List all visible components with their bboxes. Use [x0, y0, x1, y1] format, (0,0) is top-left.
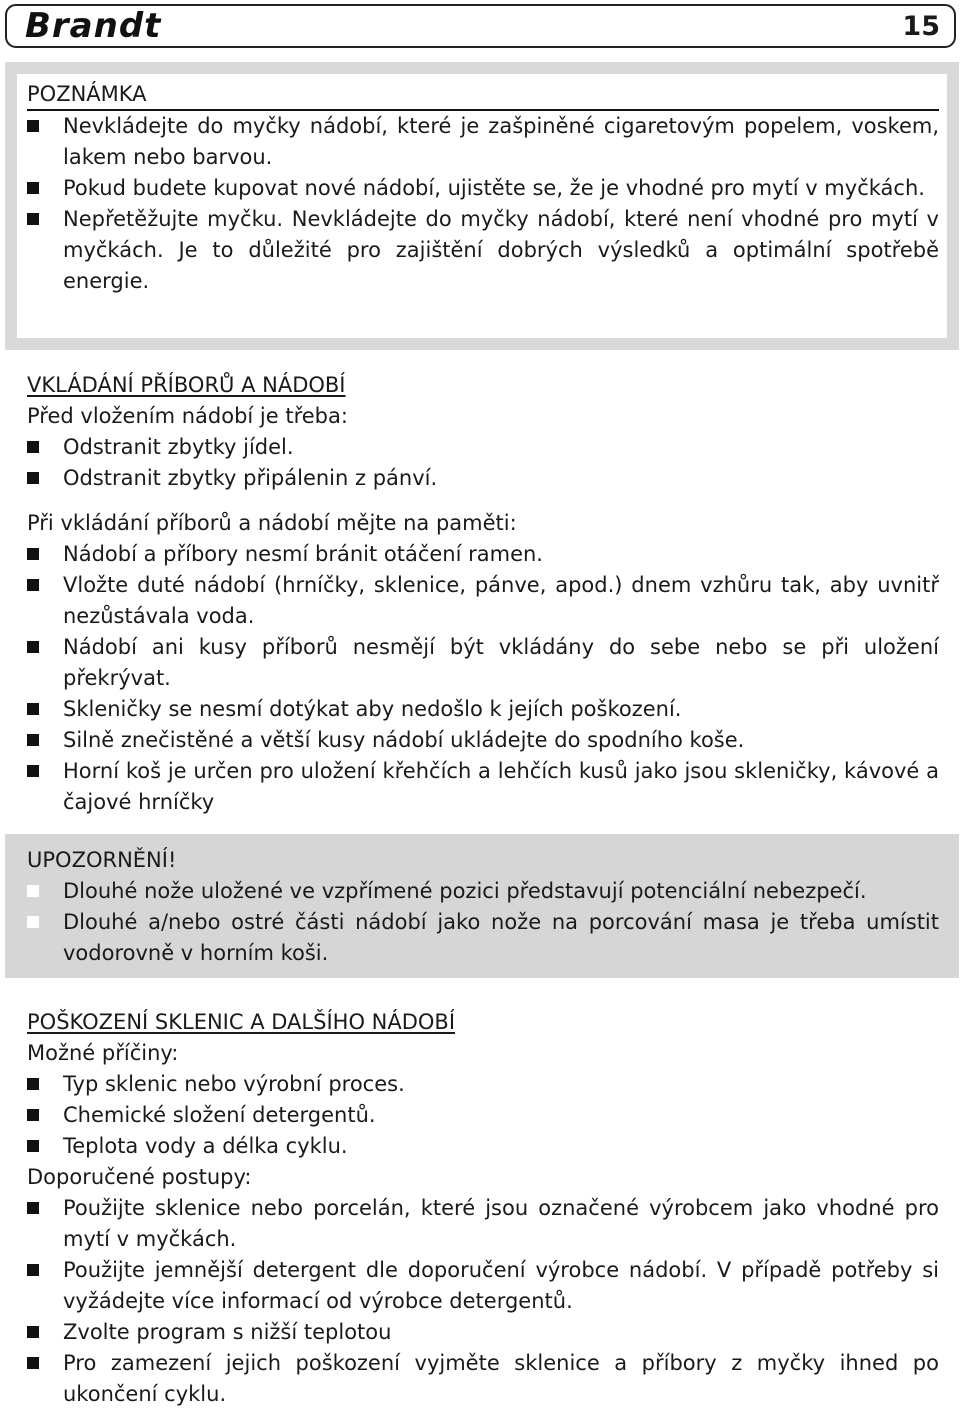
list-item: Horní koš je určen pro uložení křehčích a lehčích kusů jako jsou skleničky, kávové a čajové hrníčky	[27, 756, 939, 818]
list-item: Chemické složení detergentů.	[27, 1100, 939, 1131]
note-section	[27, 80, 939, 297]
warning-title: UPOZORNĚNÍ!	[27, 848, 177, 872]
list-item: Nádobí ani kusy příborů nesmějí být vkládány do sebe nebo se při uložení překrývat.	[27, 632, 939, 694]
warning-section	[27, 845, 939, 969]
list-item: Použijte sklenice nebo porcelán, které jsou označené výrobcem jako vhodné pro mytí v myčkách.	[27, 1193, 939, 1255]
square-bullet-icon	[27, 548, 39, 560]
square-bullet-icon	[27, 765, 39, 777]
note-title: POZNÁMKA	[27, 80, 939, 111]
square-bullet-icon	[27, 472, 39, 484]
square-bullet-icon	[27, 641, 39, 653]
damage-title: POŠKOZENÍ SKLENIC A DALŠÍHO NÁDOBÍ	[27, 1010, 456, 1034]
list-item: Odstranit zbytky připálenin z pánví.	[27, 463, 939, 494]
square-bullet-icon	[27, 579, 39, 591]
square-bullet-icon	[27, 703, 39, 715]
list-item: Použijte jemnější detergent dle doporučení výrobce nádobí. V případě potřeby si vyžádejte více informací od výrobce detergentů.	[27, 1255, 939, 1317]
list-item: Nepřetěžujte myčku. Nevkládejte do myčky nádobí, které není vhodné pro mytí v myčkách. Je to důležité pro zajištění dobrých výsledků a optimální spotřebě energie.	[27, 204, 939, 297]
list-item: Teplota vody a délka cyklu.	[27, 1131, 939, 1162]
list-item: Zvolte program s nižší teplotou	[27, 1317, 939, 1348]
square-bullet-icon	[27, 1202, 39, 1214]
loading-title: VKLÁDÁNÍ PŘÍBORŮ A NÁDOBÍ	[27, 373, 346, 397]
list-item: Pokud budete kupovat nové nádobí, ujistěte se, že je vhodné pro mytí v myčkách.	[27, 173, 939, 204]
list-item: Nádobí a příbory nesmí bránit otáčení ramen.	[27, 539, 939, 570]
causes-list	[27, 1069, 939, 1162]
square-bullet-icon	[27, 1264, 39, 1276]
warning-list	[27, 876, 939, 969]
loading-intro-2: Při vkládání příborů a nádobí mějte na paměti:	[27, 511, 517, 535]
loading-list-1	[27, 432, 939, 494]
square-bullet-icon	[27, 1140, 39, 1152]
square-bullet-icon	[27, 1326, 39, 1338]
causes-label: Možné příčiny:	[27, 1041, 179, 1065]
loading-list-2	[27, 539, 939, 818]
page-number: 15	[902, 11, 940, 42]
square-bullet-icon	[27, 1078, 39, 1090]
loading-section	[27, 370, 939, 818]
list-item: Nevkládejte do myčky nádobí, které je zašpiněné cigaretovým popelem, voskem, lakem nebo barvou.	[27, 111, 939, 173]
list-item: Silně znečistěné a větší kusy nádobí ukládejte do spodního koše.	[27, 725, 939, 756]
square-bullet-icon	[27, 734, 39, 746]
square-bullet-icon	[27, 441, 39, 453]
square-bullet-icon	[27, 916, 39, 928]
square-bullet-icon	[27, 213, 39, 225]
list-item: Odstranit zbytky jídel.	[27, 432, 939, 463]
loading-intro-1: Před vložením nádobí je třeba:	[27, 404, 348, 428]
steps-label: Doporučené postupy:	[27, 1165, 252, 1189]
list-item: Typ sklenic nebo výrobní proces.	[27, 1069, 939, 1100]
square-bullet-icon	[27, 120, 39, 132]
list-item: Dlouhé nože uložené ve vzpřímené pozici představují potenciální nebezpečí.	[27, 876, 939, 907]
square-bullet-icon	[27, 1109, 39, 1121]
square-bullet-icon	[27, 1357, 39, 1369]
list-item: Skleničky se nesmí dotýkat aby nedošlo k jejích poškození.	[27, 694, 939, 725]
steps-list	[27, 1193, 939, 1410]
brand-logo: Brandt	[25, 6, 162, 46]
square-bullet-icon	[27, 885, 39, 897]
damage-section	[27, 1007, 939, 1410]
list-item: Dlouhé a/nebo ostré části nádobí jako nože na porcování masa je třeba umístit vodorovně v horním koši.	[27, 907, 939, 969]
square-bullet-icon	[27, 182, 39, 194]
list-item: Vložte duté nádobí (hrníčky, sklenice, pánve, apod.) dnem vzhůru tak, aby uvnitř nezůstávala voda.	[27, 570, 939, 632]
page-header	[5, 4, 956, 48]
note-list	[27, 111, 939, 297]
list-item: Pro zamezení jejich poškození vyjměte sklenice a příbory z myčky ihned po ukončení cyklu.	[27, 1348, 939, 1410]
